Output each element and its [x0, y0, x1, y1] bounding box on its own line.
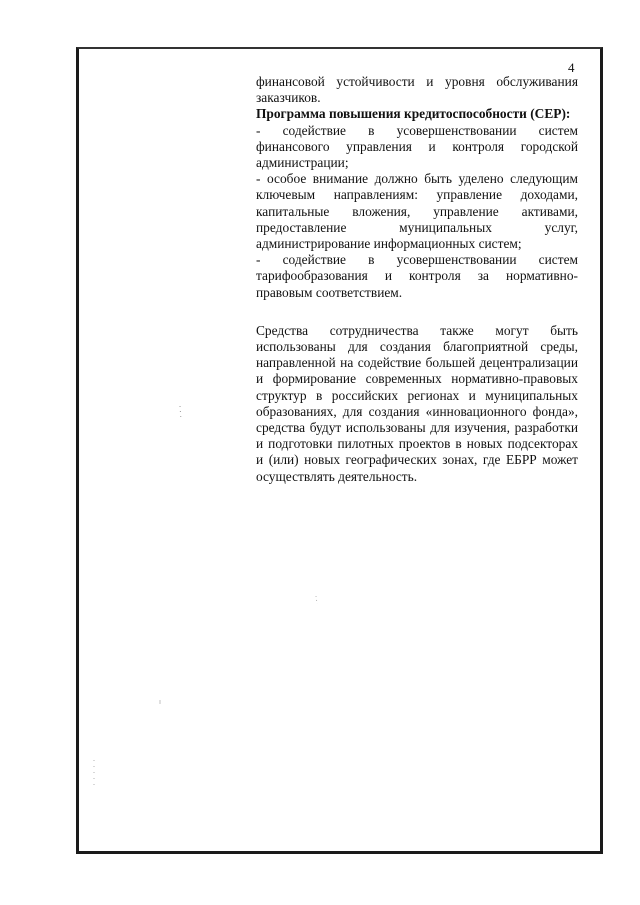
page-number: 4 — [568, 60, 575, 75]
list-item: - особое внимание должно быть уделено следующим ключевым направлениям: управление доходами, капитальные вложения, управление активами, предоставление муниципальных услуг, администрирование информационных систем; — [256, 171, 578, 252]
list-item: - содействие в усовершенствовании систем тарифообразования и контроля за нормативно-правовым соответствием. — [256, 252, 578, 300]
body-text — [256, 74, 578, 485]
paragraph-gap — [256, 301, 578, 323]
intro-continuation: финансовой устойчивости и уровня обслуживания заказчиков. — [256, 74, 578, 106]
closing-paragraph: Средства сотрудничества также могут быть использованы для создания благоприятной среды, направленной на содействие большей децентрализации и формирование современных нормативно-правовых структур в российских регионах и муниципальных образованиях, для создания «инновационного фонда», средства будут использованы для изучения, разработки и подготовки пилотных проектов в новых подсекторах и (или) новых географических зонах, где ЕБРР может осуществлять деятельность. — [256, 322, 578, 484]
list-item: - содействие в усовершенствовании систем финансового управления и контроля городской администрации; — [256, 122, 578, 171]
program-heading: Программа повышения кредитоспособности (СЕР): — [256, 106, 571, 122]
